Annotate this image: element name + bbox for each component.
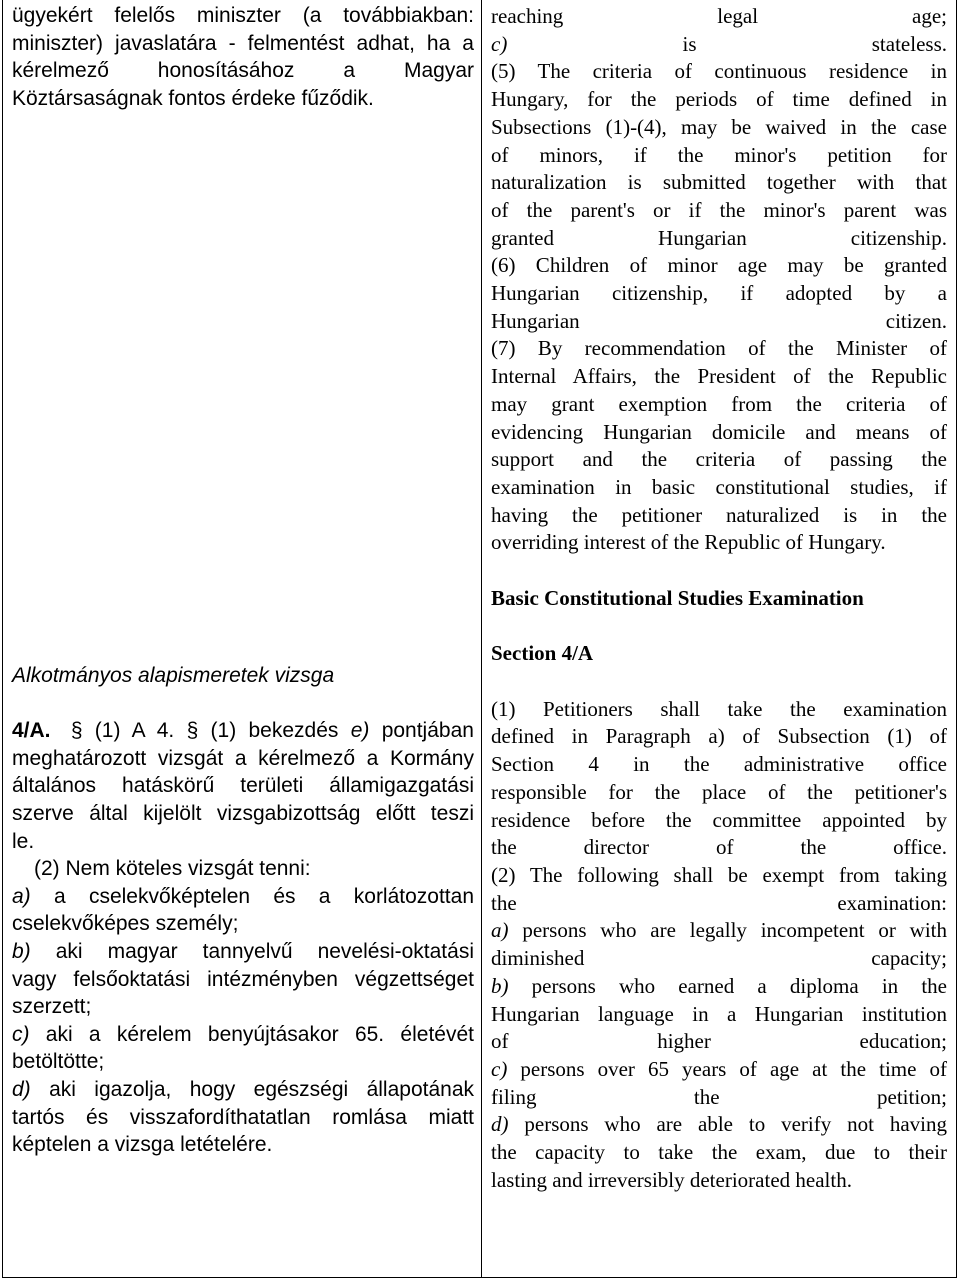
right-p5-line: Hungary, for the periods of time defined in — [491, 87, 947, 112]
left-para2: (2) Nem köteles vizsgát tenni: — [34, 857, 311, 881]
left-item-c: c) aki a kérelem benyújtásakor 65. életévét — [12, 1022, 474, 1046]
left-intro-line: ügyekért felelős miniszter (a továbbiakban: — [12, 4, 474, 27]
right-p5-line: Subsections (1)-(4), may be waived in the case — [491, 114, 947, 139]
right-item-d: d) persons who are able to verify not having — [491, 1112, 947, 1137]
right-item-d-line: the capacity to take the exam, due to their — [491, 1140, 947, 1165]
left-para1-line: szerve által kijelölt vizsgabizottság előtt teszi — [12, 801, 474, 825]
left-section-4a — [12, 662, 474, 1159]
left-item-d-line: tartós és visszafordíthatatlan romlása miatt — [12, 1105, 474, 1129]
column-divider — [481, 0, 482, 1278]
right-item-a: a) persons who are legally incompetent or with — [491, 918, 948, 943]
right-upper — [491, 3, 947, 557]
right-item-c-line: filing the petition; — [491, 1084, 947, 1109]
right-item-b-line: of higher education; — [491, 1029, 947, 1054]
right-top-line-c: c) is stateless. — [491, 31, 947, 56]
left-item-a: a) a cselekvőképtelen és a korlátozottan — [12, 884, 474, 908]
right-p6-line: Hungarian citizenship, if adopted by a — [491, 281, 947, 306]
right-item-c: c) persons over 65 years of age at the time of — [491, 1056, 947, 1081]
right-s2-line: (2) The following shall be exempt from taking — [491, 863, 947, 887]
right-s1-line: Section 4 in the administrative office — [491, 752, 947, 777]
left-para1-line: le. — [12, 829, 35, 853]
right-p7-line: evidencing Hungarian domicile and means of — [491, 419, 947, 444]
right-p7-line: support and the criteria of passing the — [491, 447, 947, 472]
left-para1-line: általános hatáskörű területi államigazgatási — [12, 774, 474, 798]
right-section-title: Section 4/A — [491, 641, 594, 666]
left-heading: Alkotmányos alapismeretek vizsga — [12, 664, 335, 687]
right-s2-line: the examination: — [491, 890, 947, 915]
right-p7-line: examination in basic constitutional studies, if — [491, 474, 947, 499]
left-intro — [12, 2, 474, 112]
right-item-b-line: Hungarian language in a Hungarian institution — [491, 1001, 947, 1026]
right-p5-line: of the parent's or if the minor's parent was — [491, 197, 947, 222]
left-para1-first-line: 4/A. § (1) A 4. § (1) bekezdés e) pontjában — [12, 719, 474, 743]
right-p7-line: Internal Affairs, the President of the Republic — [491, 364, 947, 389]
right-p7-line: (7) By recommendation of the Minister of — [491, 336, 947, 361]
right-p7-line: overriding interest of the Republic of Hungary. — [491, 530, 886, 555]
right-s1-line: responsible for the place of the petitioner's — [491, 779, 947, 804]
right-s1-line: (1) Petitioners shall take the examination — [491, 696, 947, 721]
right-p5-line: (5) The criteria of continuous residence in — [491, 59, 947, 84]
right-s1-line: residence before the committee appointed by — [491, 807, 947, 832]
left-item-b-line: vagy felsőoktatási intézményben végzettséget — [12, 967, 474, 991]
right-item-d-line: lasting and irreversibly deteriorated health. — [491, 1167, 852, 1192]
left-item-b: b) aki magyar tannyelvű nevelési-oktatási — [12, 939, 474, 963]
left-intro-line: miniszter) javaslatára - felmentést adhat, ha a — [12, 31, 474, 55]
right-p7-line: may grant exemption from the criteria of — [491, 391, 947, 416]
left-item-a-line: cselekvőképes személy; — [12, 912, 239, 936]
right-p6-line: Hungarian citizen. — [491, 308, 947, 333]
right-p5-line: granted Hungarian citizenship. — [491, 225, 947, 250]
right-item-b: b) persons who earned a diploma in the — [491, 973, 947, 998]
right-top-line: reaching legal age; — [491, 4, 947, 28]
left-intro-line: kérelmező honosításához a Magyar — [12, 59, 474, 83]
left-item-b-line: szerzett; — [12, 995, 92, 1019]
right-s1-line: defined in Paragraph a) of Subsection (1) of — [491, 724, 947, 749]
left-item-d-line: képtelen a vizsga letételére. — [12, 1133, 273, 1157]
right-p5-line: of minors, if the minor's petition for — [491, 142, 947, 167]
left-section-number: 4/A. — [12, 719, 51, 743]
right-heading: Basic Constitutional Studies Examination — [491, 586, 864, 610]
left-item-c-line: betöltötte; — [12, 1050, 105, 1074]
left-para1-line: meghatározott vizsgát a kérelmező a Kormány — [12, 746, 474, 770]
left-intro-line: Köztársaságnak fontos érdeke fűződik. — [12, 86, 374, 110]
right-p6-line: (6) Children of minor age may be granted — [491, 253, 947, 278]
right-s1-line: the director of the office. — [491, 835, 947, 860]
right-section-4a — [491, 585, 947, 1194]
right-item-a-line: diminished capacity; — [491, 946, 947, 971]
right-p7-line: having the petitioner naturalized is in the — [491, 502, 947, 527]
left-item-d: d) aki igazolja, hogy egészségi állapotának — [12, 1077, 475, 1101]
right-p5-line: naturalization is submitted together with that — [491, 170, 947, 195]
